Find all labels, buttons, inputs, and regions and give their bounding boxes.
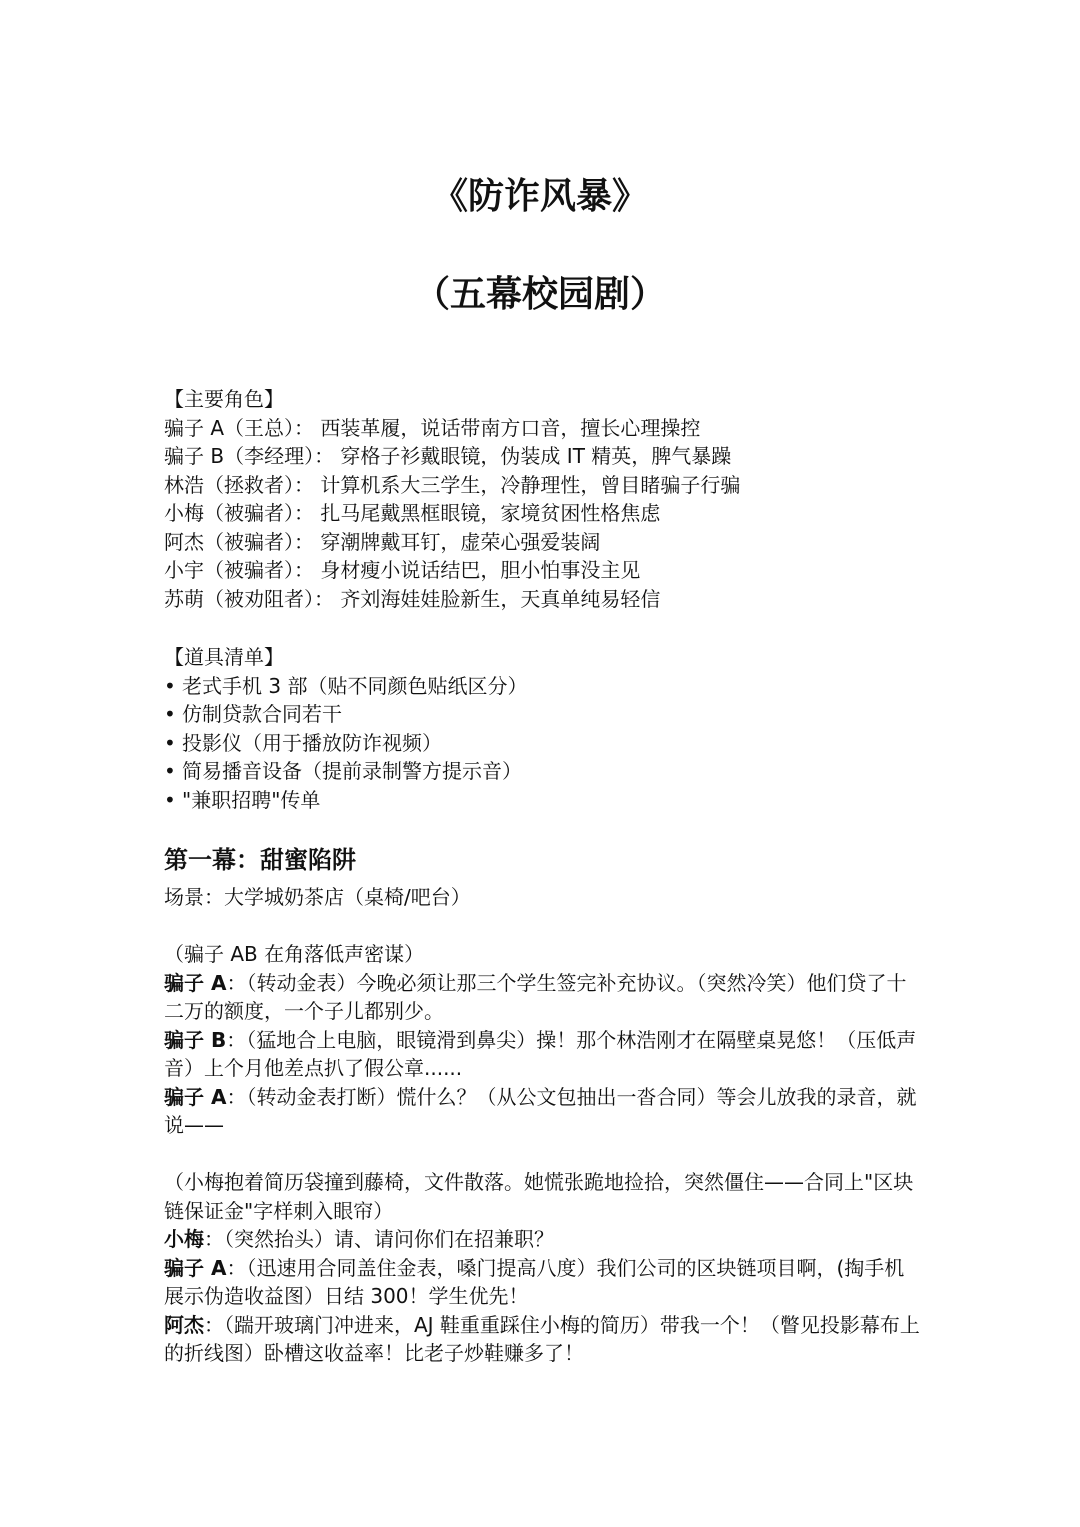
dialogue-line <box>164 969 924 1026</box>
roles-label: 【主要角色】 <box>164 387 284 411</box>
prop-text: "兼职招聘"传单 <box>182 787 321 812</box>
dialogue-line <box>164 1311 924 1368</box>
act-heading: 第一幕：甜蜜陷阱 <box>164 846 356 874</box>
dialogue-text: ：（迅速用合同盖住金表，嗓门提高八度）我们公司的区块链项目啊，(掏手机展示伪造收益图）日结 300！学生优先！ <box>164 1255 905 1308</box>
scene-description: 场景：大学城奶茶店（桌椅/吧台） <box>164 885 471 909</box>
spacer <box>164 912 924 941</box>
bullet-icon: • <box>164 787 176 812</box>
prop-text: 仿制贷款合同若干 <box>182 702 342 726</box>
prop-text: 投影仪（用于播放防诈视频） <box>182 730 442 755</box>
spacer <box>164 1140 924 1169</box>
speaker-name: 骗子 A <box>164 970 227 995</box>
dialogue-line <box>164 1026 924 1083</box>
bullet-icon: • <box>164 759 176 783</box>
speaker-name: 阿杰 <box>164 1312 204 1337</box>
spacer <box>164 876 924 883</box>
role-line: 骗子 B（李经理）： 穿格子衫戴眼镜，伪装成 IT 精英，脾气暴躁 <box>164 444 732 468</box>
roles-section <box>164 385 924 613</box>
dialogue-text: ：（转动金表）今晚必须让那三个学生签完补充协议。（突然冷笑）他们贷了十二万的额度，一个子儿都别少。 <box>164 970 907 1023</box>
prop-text: 简易播音设备（提前录制警方提示音） <box>182 759 522 783</box>
dialogue-text: ：（踹开玻璃门冲进来，AJ 鞋重重踩住小梅的简历）带我一个！（瞥见投影幕布上的折线图）卧槽这收益率！比老子炒鞋赚多了！ <box>164 1312 920 1365</box>
dialogue-line <box>164 1254 924 1311</box>
dialogue-text: ：（转动金表打断）慌什么？（从公文包抽出一沓合同）等会儿放我的录音，就说—— <box>164 1084 917 1137</box>
prop-text: 老式手机 3 部（贴不同颜色贴纸区分） <box>182 673 528 698</box>
bullet-icon: • <box>164 730 176 755</box>
speaker-name: 骗子 A <box>164 1255 227 1280</box>
spacer <box>164 814 924 844</box>
role-line: 林浩（拯救者）： 计算机系大三学生，冷静理性，曾目睹骗子行骗 <box>164 472 741 497</box>
dialogue-text: ：（猛地合上电脑，眼镜滑到鼻尖）操！那个林浩刚才在隔壁桌晃悠！（压低声音）上个月他差点扒了假公章...... <box>164 1027 917 1080</box>
prop-item <box>164 729 924 758</box>
prop-item <box>164 672 924 701</box>
play-subtitle: （五幕校园剧） <box>413 274 666 315</box>
act-one <box>164 844 924 1368</box>
prop-item <box>164 757 924 786</box>
prop-item <box>164 700 924 729</box>
role-line: 阿杰（被骗者）： 穿潮牌戴耳钉，虚荣心强爱装阔 <box>164 529 601 554</box>
speaker-name: 骗子 A <box>164 1084 227 1109</box>
role-line: 骗子 A（王总）： 西装革履，说话带南方口音，擅长心理操控 <box>164 415 701 440</box>
bullet-icon: • <box>164 702 176 726</box>
role-line: 小梅（被骗者）： 扎马尾戴黑框眼镜，家境贫困性格焦虑 <box>164 501 661 525</box>
prop-item <box>164 786 924 815</box>
speaker-name: 骗子 B <box>164 1027 227 1052</box>
dialogue-line <box>164 1225 924 1254</box>
dialogue-text: ：（突然抬头）请、请问你们在招兼职？ <box>204 1227 554 1251</box>
role-line: 小宇（被骗者）： 身材瘦小说话结巴，胆小怕事没主见 <box>164 558 641 582</box>
play-title: 《防诈风暴》 <box>431 176 648 217</box>
props-label: 【道具清单】 <box>164 645 284 669</box>
spacer <box>164 613 924 643</box>
dialogue-line <box>164 1083 924 1140</box>
stage-direction: （小梅抱着简历袋撞到藤椅，文件散落。她慌张跪地捡拾，突然僵住——合同上"区块链保证金"字样刺入眼帘） <box>164 1170 914 1223</box>
script-body <box>164 385 924 1368</box>
speaker-name: 小梅 <box>164 1227 204 1251</box>
props-section <box>164 643 924 814</box>
stage-direction: （骗子 AB 在角落低声密谋） <box>164 942 425 966</box>
bullet-icon: • <box>164 673 176 698</box>
role-line: 苏萌（被劝阻者）： 齐刘海娃娃脸新生，天真单纯易轻信 <box>164 586 661 611</box>
props-list <box>164 672 924 815</box>
